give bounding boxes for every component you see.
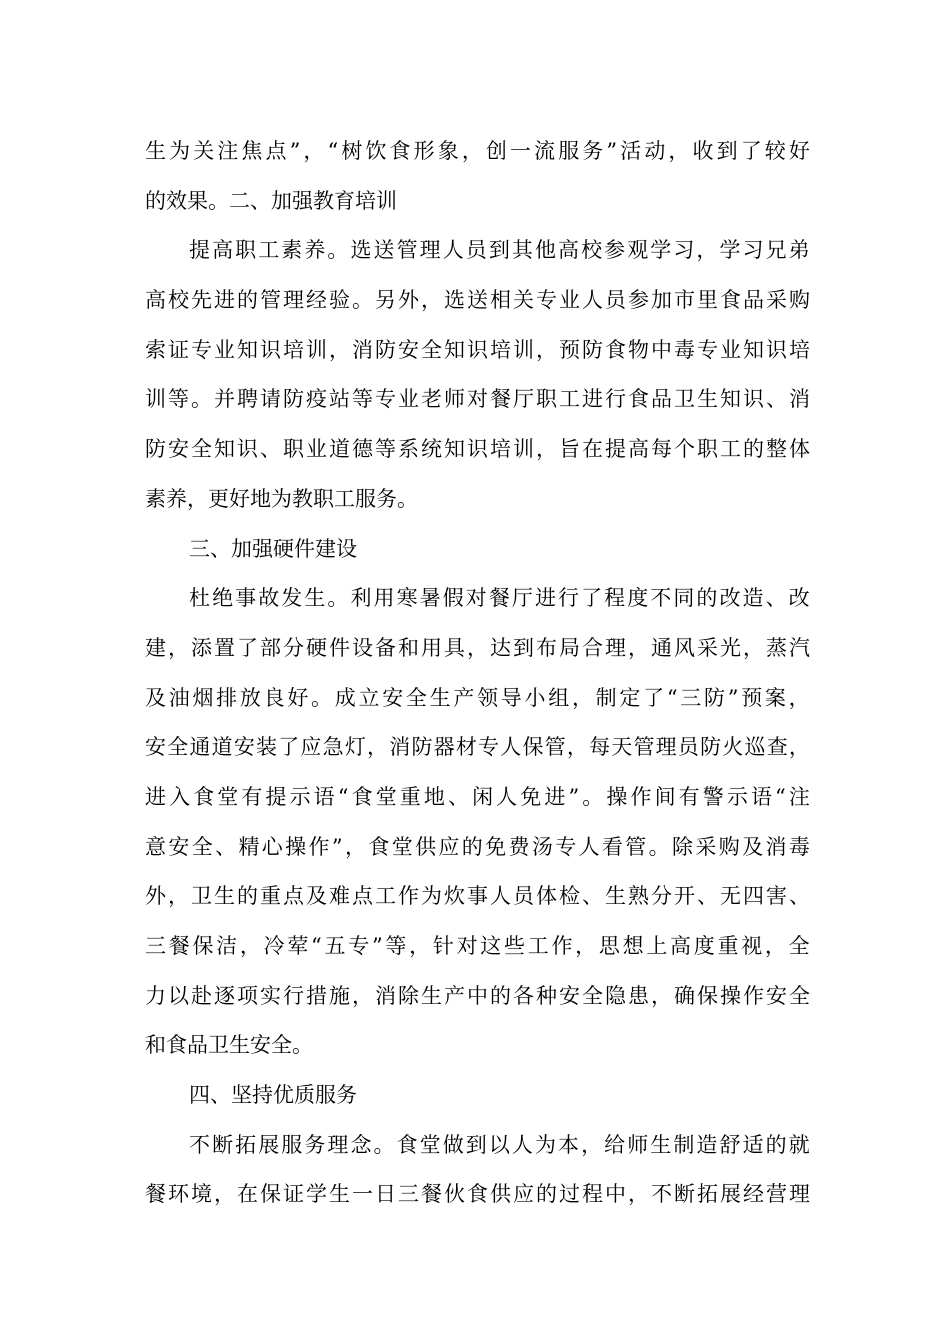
text-line: 和食品卫生安全。 — [145, 1033, 313, 1058]
text-line: 外 ， 卫 生 的 重 点 及 难 点 工 作 为 炊 事 人 员 体 检 、 生 熟 分 开 、 无 四 害 、 — [145, 884, 810, 909]
text-line: 杜 绝 事 故 发 生 。 利 用 寒 暑 假 对 餐 厅 进 行 了 程 度 不 同 的 改 造 、 改 — [189, 586, 810, 611]
text-line: 索 证 专 业 知 识 培 训 ， 消 防 安 全 知 识 培 训 ， 预 防 食 物 中 毒 专 业 知 识 培 — [145, 337, 810, 362]
text-line: 三 餐 保 洁 ， 冷 荤 “ 五 专 ” 等 ， 针 对 这 些 工 作 ， 思 想 上 高 度 重 视 ， 全 — [145, 934, 810, 958]
text-line: 餐 环 境 ， 在 保 证 学 生 一 日 三 餐 伙 食 供 应 的 过 程 中 ， 不 断 拓 展 经 营 理 — [145, 1182, 810, 1207]
text-line: 进 入 食 堂 有 提 示 语 “ 食 堂 重 地 、 闲 人 免 进 ” 。 操 作 间 有 警 示 语 “ 注 — [145, 784, 810, 809]
text-line: 素养，更好地为教职工服务。 — [145, 486, 418, 511]
text-line: 意 安 全 、 精 心 操 作 ” ， 食 堂 供 应 的 免 费 汤 专 人 看 管 。 除 采 购 及 消 毒 — [145, 834, 810, 859]
text-line: 高 校 先 进 的 管 理 经 验 。 另 外 ， 选 送 相 关 专 业 人 员 参 加 市 里 食 品 采 购 — [145, 288, 810, 313]
text-line: 训 等 。 并 聘 请 防 疫 站 等 专 业 老 师 对 餐 厅 职 工 进 行 食 品 卫 生 知 识 、 消 — [145, 387, 810, 412]
text-line: 建 ， 添 置 了 部 分 硬 件 设 备 和 用 具 ， 达 到 布 局 合 理 ， 通 风 采 光 ， 蒸 汽 — [145, 635, 810, 660]
text-line: 三、加强硬件建设 — [189, 536, 357, 561]
text-line: 安 全 通 道 安 装 了 应 急 灯 ， 消 防 器 材 专 人 保 管 ， 每 天 管 理 员 防 火 巡 查 ， — [145, 735, 810, 760]
text-line: 不 断 拓 展 服 务 理 念 。 食 堂 做 到 以 人 为 本 ， 给 师 生 制 造 舒 适 的 就 — [189, 1132, 810, 1157]
text-line: 提 高 职 工 素 养 。 选 送 管 理 人 员 到 其 他 高 校 参 观 学 习 ， 学 习 兄 弟 — [189, 238, 810, 263]
text-line: 防 安 全 知 识 、 职 业 道 德 等 系 统 知 识 培 训 ， 旨 在 提 高 每 个 职 工 的 整 体 — [145, 437, 810, 462]
text-line: 的效果。二、加强教育培训 — [145, 188, 397, 213]
body-text — [145, 127, 810, 1220]
text-line: 生 为 关 注 焦 点 ” ， “ 树 饮 食 形 象 ， 创 一 流 服 务 ” 活 动 ， 收 到 了 较 好 — [145, 139, 810, 163]
text-line: 四、坚持优质服务 — [189, 1083, 357, 1108]
text-line: 及 油 烟 排 放 良 好 。 成 立 安 全 生 产 领 导 小 组 ， 制 定 了 “ 三 防 ” 预 案 ， — [145, 685, 810, 710]
text-line: 力 以 赴 逐 项 实 行 措 施 ， 消 除 生 产 中 的 各 种 安 全 隐 患 ， 确 保 操 作 安 全 — [145, 983, 810, 1008]
